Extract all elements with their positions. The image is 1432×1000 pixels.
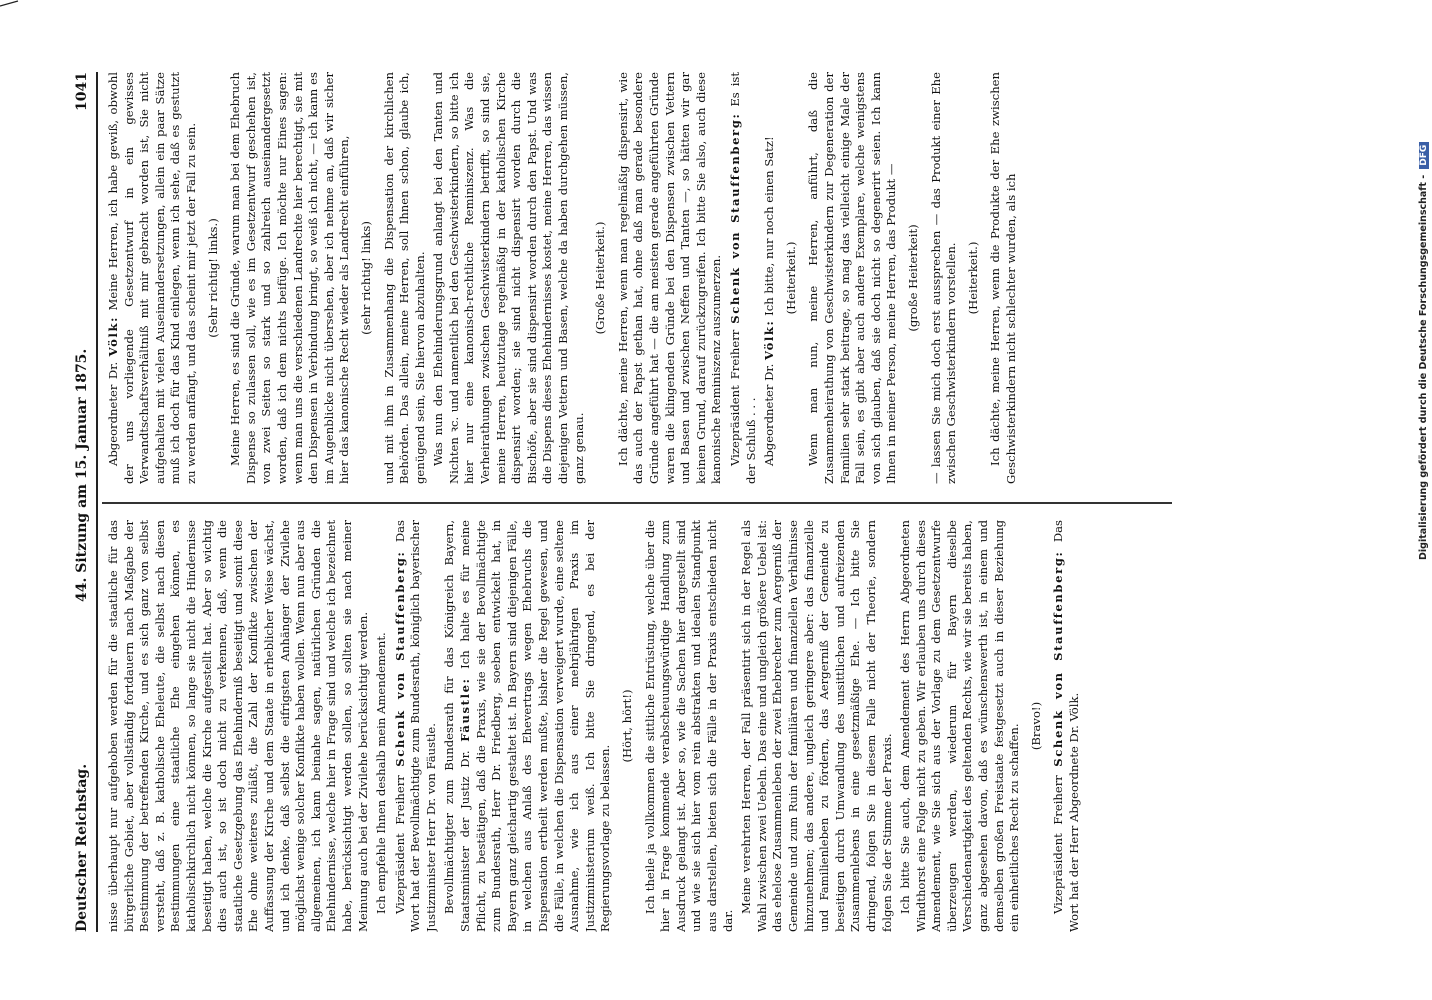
paragraph: Wenn man nun, meine Herren, anführt, daß die Zusammenheirathung von Geschwisterkindern zur Degeneration der Familien sehr stark beitrage, so mag das vielleicht einige Male der Fall sein, es gibt aber auch andere Exemplare, welche wenigstens von sich glauben, daß sie doch nicht so degenerirt seien. Ich kann Ihnen in meiner Person, meine Herren, das Produkt —	[806, 72, 899, 484]
interjection: (Bravo!)	[1028, 701, 1043, 751]
speaker-paragraph	[106, 72, 200, 484]
page-number: 1041	[74, 72, 90, 111]
rotated-page-sheet	[62, 72, 1350, 932]
speech-text: Ich bitte, nur noch einen Satz!	[762, 136, 777, 316]
speaker-role: Bevollmächtigter zum Bundesrath für das Königreich Bayern, Staatsminister der Justiz Dr.	[442, 520, 473, 932]
interjection: (sehr richtig! links)	[358, 221, 373, 335]
running-header	[74, 72, 96, 932]
dfg-logo: DFG	[1419, 142, 1429, 169]
interjection: (Heiterkeit.)	[965, 241, 980, 315]
speaker-paragraph	[442, 520, 614, 932]
interjection: (Große Heiterkeit.)	[593, 221, 608, 335]
paragraph: — lassen Sie mich doch erst aussprechen — das Produkt einer Ehe zwischen Geschwisterkindern vorstellen.	[928, 72, 959, 484]
paragraph: Ich empfehle Ihnen deshalb mein Amendement.	[374, 632, 389, 914]
speech-text: Das Wort hat der Bevollmächtigte zum Bundesrath, königlich bayerischer Justizminister Herr Dr. von Fäustle.	[392, 520, 438, 932]
speaker-role: Abgeordneter Dr.	[762, 363, 777, 466]
speech-text: Meine Herren, ich habe gewiß, obwohl der uns vorliegende Gesetzentwurf in ein gewisses Verwandtschaftsverhältniß mit mir gebracht worden ist, Sie nicht aufgehalten mit vielen Auseinandersetzungen, allein ein paar Sätze muß ich doch für das Kind einlegen, wenn ich sehe, daß es gestutzt zu werden anfängt, und das scheint mir jetzt der Fall zu sein.	[106, 72, 198, 484]
speech-text: Ich halte es für meine Pflicht, zu bestätigen, daß die Praxis, wie sie der Bevollmächtigte zum Bundesrath, Herr Dr. Friedberg, soeben entwickelt hat, in Bayern ganz gleichartig gestaltet ist. In Bayern sind diejenigen Fälle, in welchen aus Anlaß des Ehevertrags wegen Ehebruchs die Dispensation ertheilt werden mußte, bisher die Regel gewesen, und die Fälle, in welchen die Dispensation verweigert wurde, eine seltene Ausnahme, wie ich aus einer mehrjährigen Praxis im Justizministerium weiß. Ich bitte Sie dringend, es bei der Regierungsvorlage zu belassen.	[458, 520, 613, 932]
speaker-name: Völk:	[106, 315, 120, 357]
speaker-paragraph	[393, 520, 440, 932]
interjection: (Hört, hört!)	[620, 689, 634, 763]
speech-text: Es ist der Schluß . . .	[727, 72, 758, 484]
speech-text: Das Wort hat der Herr Abgeordnete Dr. Völk.	[1051, 520, 1082, 932]
interjection: (große Heiterkeit)	[905, 224, 920, 332]
left-column	[106, 520, 1344, 932]
paragraph: nisse überhaupt nur aufgehoben werden für die staatliche für das bürgerliche Gebiet, aber vollständig fortdauern nach Maßgabe der Bestimmung der betreffenden Kirche, und es sich ganz von selbst versteht, daß z. B. katholische Eheleute, die selbst nach diesen Bestimmungen eine staatliche Ehe eingehen können, es katholischkirchlich nicht können, so lange sie nicht die Hindernisse beseitigt haben, welche die Kirche aufgestellt hat. Aber so wichtig dies auch ist, so ist doch nicht zu verkennen, daß, wenn die staatliche Gesetzgebung das Ehehinderniß beseitigt und somit diese Ehe ohne weiteres zuläßt, die Zahl der Konflikte zwischen der Auffassung der Kirche und dem Staate in erheblicher Weise wächst, und ich denke, daß selbst die eifrigsten Anhänger der Zivilehe möglichst wenige solcher Konflikte haben wollen. Wenn nun aber aus allgemeinen, ich kann beinahe sagen, natürlichen Gründen die Ehehindernisse, welche hier in Frage sind und welche ich bezeichnet habe, berücksichtigt werden sollen, so sollten sie nach meiner Meinung auch bei der Zivilehe berücksichtigt werden.	[106, 520, 370, 932]
speaker-paragraph	[1051, 520, 1082, 932]
right-column	[106, 72, 1344, 484]
paragraph: Ich theile ja vollkommen die sittliche Entrüstung, welche über die hier in Frage kommende verabscheuungswürdige Handlung zum Ausdruck gelangt ist. Aber so, wie die Sachen hier dargestellt sind und wie sie sich hier vom rein abstrakten und idealen Standpunkt aus darstellen, bieten sich die Fälle in der Praxis entschieden nicht dar.	[642, 520, 735, 932]
speaker-role: Vizepräsident Freiherr	[392, 775, 407, 914]
header-rule	[96, 72, 98, 932]
paragraph: Ich bitte Sie auch, dem Amendement des Herrn Abgeordneten Windthorst eine Folge nicht zu geben. Wir erlauben uns durch dieses Amendement, wie Sie sich aus der Vorlage zu dem Gesetzentwurfe überzeugen werden, wiederum für Bayern dieselbe Verschiedenartigkeit des geltenden Rechts, wie wir sie bereits haben, ganz abgesehen davon, daß es wünschenswerth ist, in einem und demselben großen Freistaate festgesetzt auch in dieser Beziehung ein einheitliches Recht zu schaffen.	[898, 520, 1022, 932]
speaker-name: Fäustle:	[458, 677, 473, 742]
paragraph: und mit ihm in Zusammenhang die Dispensation der kirchlichen Behörden. Das allein, meine Herren, soll Ihnen schon, glaube ich, genügend sein, Sie hiervon abzuhalten.	[381, 72, 427, 484]
paragraph: Was nun den Ehehinderungsgrund anlangt bei den Tanten und Nichten ꝛc. und namentlich bei den Geschwisterkindern, so bitte ich hier nur eine kanonisch-rechtliche Reminiszenz. Was die Verheirathungen zwischen Geschwisterkindern betrifft, so sind sie, meine Herren, heutzutage regelmäßig in der katholischen Kirche dispensirt worden; sie sind nicht dispensirt worden durch die Bischöfe, aber sie sind dispensirt worden durch den Papst. Und was die Dispens dieses Ehehindernisses kostet, meine Herren, das wissen diejenigen Vettern und Basen, welche da haben durchgehen müssen, ganz genau.	[431, 72, 586, 484]
paragraph: Meine Herren, es sind die Gründe, warum man bei dem Ehebruch Dispense so zulassen soll, wie es im Gesetzentwurf geschehen ist, von zwei Seiten so stark und so zahlreich auseinandergesetzt worden, daß ich dem nichts beifüge. Ich möchte nur Eines sagen: wenn man uns die verschiedenen Landrechte hier berechtigt, sie mit den Dispensen in Verbindung bringt, so weiß ich nicht, — ich kann es im Augenblicke nicht übersehen, aber ich nehme an, daß wir sicher hier das kanonische Recht wieder als Landrecht einführen,	[228, 72, 352, 484]
column-divider	[102, 502, 1172, 504]
speaker-paragraph	[762, 72, 778, 484]
speaker-role: Vizepräsident Freiherr	[727, 329, 742, 466]
header-publication: Deutscher Reichstag.	[74, 763, 90, 932]
paragraph: Ich dächte, meine Herren, wenn die Produkte der Ehe zwischen Geschwisterkindern nicht schlechter wurden, als ich	[988, 72, 1018, 484]
speaker-role: Abgeordneter Dr.	[106, 361, 120, 466]
speaker-role: Vizepräsident Freiherr	[1051, 775, 1066, 914]
interjection: (Sehr richtig! links.)	[205, 218, 220, 338]
paragraph: Meine verehrten Herren, der Fall präsentirt sich in der Regel als Wahl zwischen zwei Uebeln. Das eine und ungleich größere Uebel ist: das ehelose Zusammenleben der zwei Ehebrecher zum Aergerniß der Gemeinde und zum Ruin der familiären und finanziellen Verhältnisse hinzunehmen; das andere, ungleich geringere aber: das finanzielle und Familienleben zu fördern, das Aergerniß der Gemeinde zu beseitigen durch Umwandlung des unsittlichen und aufreizenden Zusammenlebens in eine gesetzmäßige Ehe. — Ich bitte Sie dringend, folgen Sie in diesem Falle nicht der Theorie, sondern folgen Sie der Stimme der Praxis.	[739, 520, 894, 932]
digitization-credit	[1418, 0, 1432, 560]
speaker-name: Völk:	[762, 319, 777, 360]
interjection: (Heiterkeit.)	[783, 241, 798, 315]
credit-text: Digitalisierung gefördert durch die Deutsche Forschungsgemeinschaft -	[1418, 174, 1429, 560]
paragraph: Ich dächte, meine Herren, wenn man regelmäßig dispensirt, wie das auch der Papst gethan hat, ohne daß man gerade besondere Gründe angeführt hat — die am meisten gerade angeführten Gründe waren die klingenden Gründe bei den Dispensen zwischen Vettern und Basen und zwischen Neffen und Tanten —, so hätten wir gar keinen Grund, darauf zurückzugreifen. Ich bitte Sie also, auch diese kanonische Reminiszenz auszumerzen.	[615, 72, 724, 484]
speaker-name: Schenk von Stauffenberg:	[392, 550, 407, 767]
speaker-name: Schenk von Stauffenberg:	[1051, 550, 1066, 767]
speaker-paragraph	[728, 72, 759, 484]
speaker-name: Schenk von Stauffenberg:	[727, 112, 742, 324]
corner-scan-mark	[0, 0, 20, 8]
header-session: 44. Sitzung am 15. Januar 1875.	[74, 348, 90, 602]
